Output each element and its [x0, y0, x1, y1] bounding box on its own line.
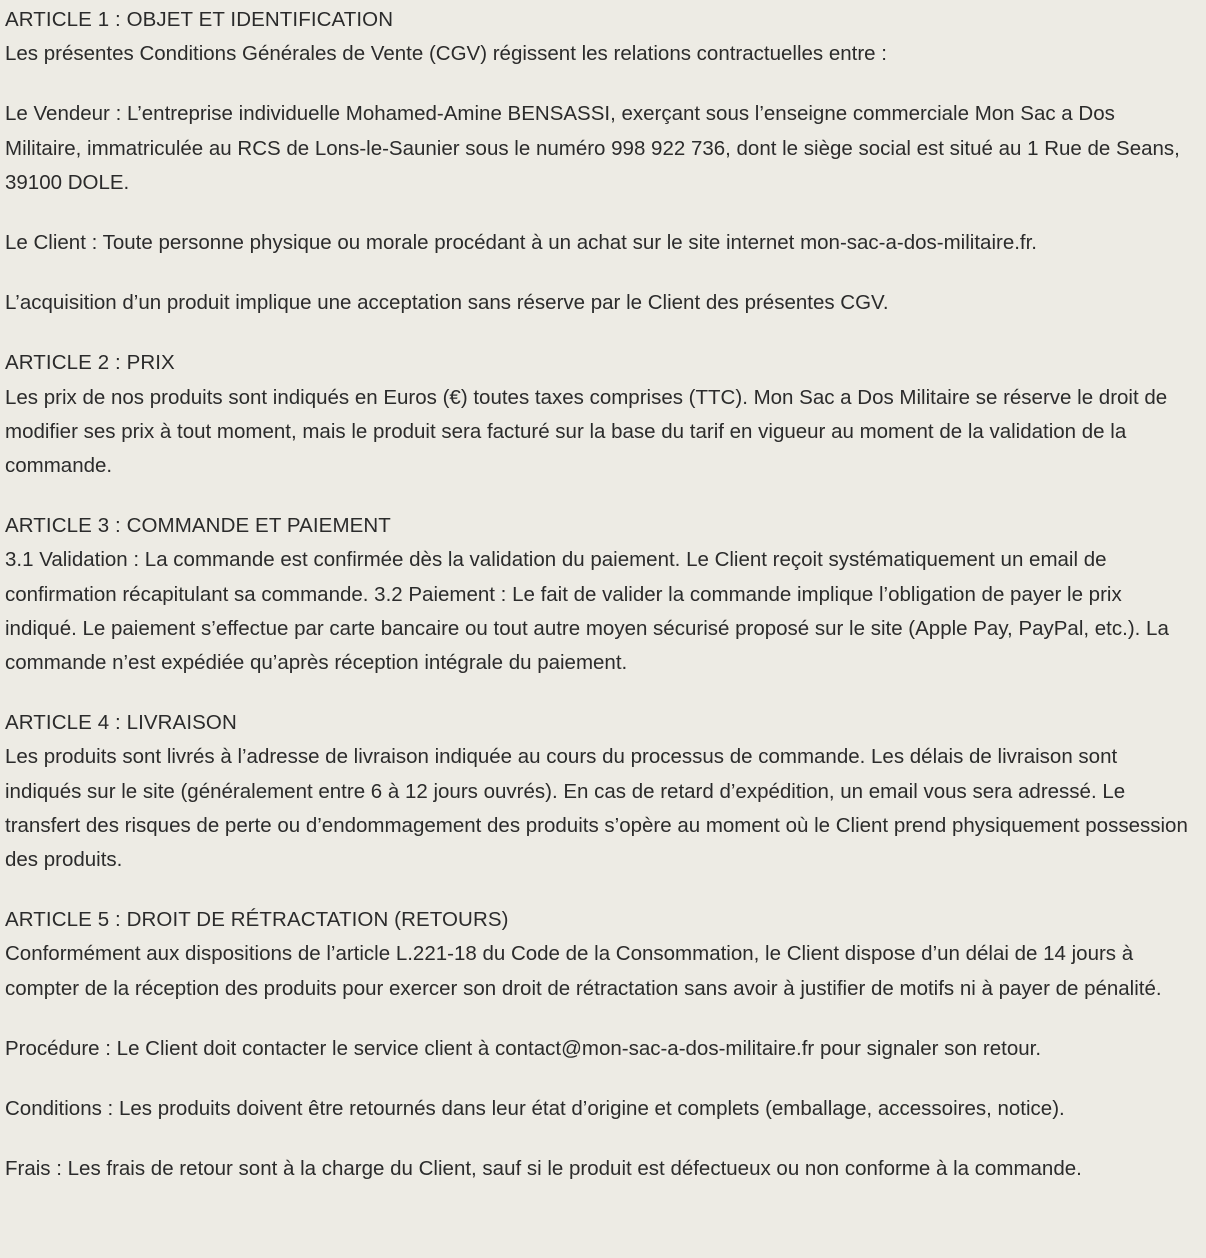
- article-1-vendeur: Le Vendeur : L’entreprise individuelle Mohamed-Amine BENSASSI, exerçant sous l’enseigne commerciale Mon Sac a Dos Militaire, immatriculée au RCS de Lons-le-Saunier sous le numéro 998 922 736, dont le siège social est situé au 1 Rue de Seans, 39100 DOLE.: [5, 102, 1180, 194]
- article-1-heading: ARTICLE 1 : OBJET ET IDENTIFICATION: [5, 8, 394, 31]
- article-4-body: Les produits sont livrés à l’adresse de livraison indiquée au cours du processus de commande. Les délais de livraison sont indiqués sur le site (généralement entre 6 à 12 jours ouvrés). En cas de retard d’expédition, un email vous sera adressé. Le transfert des risques de perte ou d’endommagement des produits s’opère au moment où le Client prend physiquement possession des produits.: [5, 745, 1188, 872]
- article-5-conditions: Conditions : Les produits doivent être retournés dans leur état d’origine et complets (emballage, accessoires, notice).: [5, 1097, 1065, 1121]
- article-4-heading: ARTICLE 4 : LIVRAISON: [5, 711, 237, 735]
- article-5-body: Conformément aux dispositions de l’article L.221-18 du Code de la Consommation, le Client dispose d’un délai de 14 jours à compter de la réception des produits pour exercer son droit de rétractation sans avoir à justifier de motifs ni à payer de pénalité.: [5, 942, 1162, 1000]
- article-3: [5, 509, 1196, 680]
- article-5-heading: ARTICLE 5 : DROIT DE RÉTRACTATION (RETOURS): [5, 908, 509, 932]
- article-1-acceptation: L’acquisition d’un produit implique une acceptation sans réserve par le Client des présentes CGV.: [5, 291, 889, 315]
- article-5-procedure: Procédure : Le Client doit contacter le service client à contact@mon-sac-a-dos-militaire.fr pour signaler son retour.: [5, 1036, 1042, 1060]
- article-1: [5, 3, 1196, 320]
- article-5: [5, 903, 1196, 1186]
- article-2-body: Les prix de nos produits sont indiqués en Euros (€) toutes taxes comprises (TTC). Mon Sac a Dos Militaire se réserve le droit de modifier ses prix à tout moment, mais le produit sera facturé sur la base du tarif en vigueur au moment de la validation de la commande.: [5, 385, 1168, 478]
- article-1-intro: Les présentes Conditions Générales de Vente (CGV) régissent les relations contractuelles entre :: [5, 42, 887, 66]
- article-3-body: 3.1 Validation : La commande est confirmée dès la validation du paiement. Le Client reçoit systématiquement un email de confirmation récapitulant sa commande. 3.2 Paiement : Le fait de valider la commande implique l’obligation de payer le prix indiqué. Le paiement s’effectue par carte bancaire ou tout autre moyen sécurisé proposé sur le site (Apple Pay, PayPal, etc.). La commande n’est expédiée qu’après réception intégrale du paiement.: [5, 548, 1169, 675]
- article-1-client: Le Client : Toute personne physique ou morale procédant à un achat sur le site internet mon-sac-a-dos-militaire.fr.: [5, 231, 1038, 255]
- article-5-frais: Frais : Les frais de retour sont à la charge du Client, sauf si le produit est défectueux ou non conforme à la commande.: [5, 1157, 1082, 1181]
- article-3-heading: ARTICLE 3 : COMMANDE ET PAIEMENT: [5, 514, 391, 538]
- article-2: [5, 346, 1196, 483]
- article-4: [5, 706, 1196, 877]
- article-2-heading: ARTICLE 2 : PRIX: [5, 351, 175, 375]
